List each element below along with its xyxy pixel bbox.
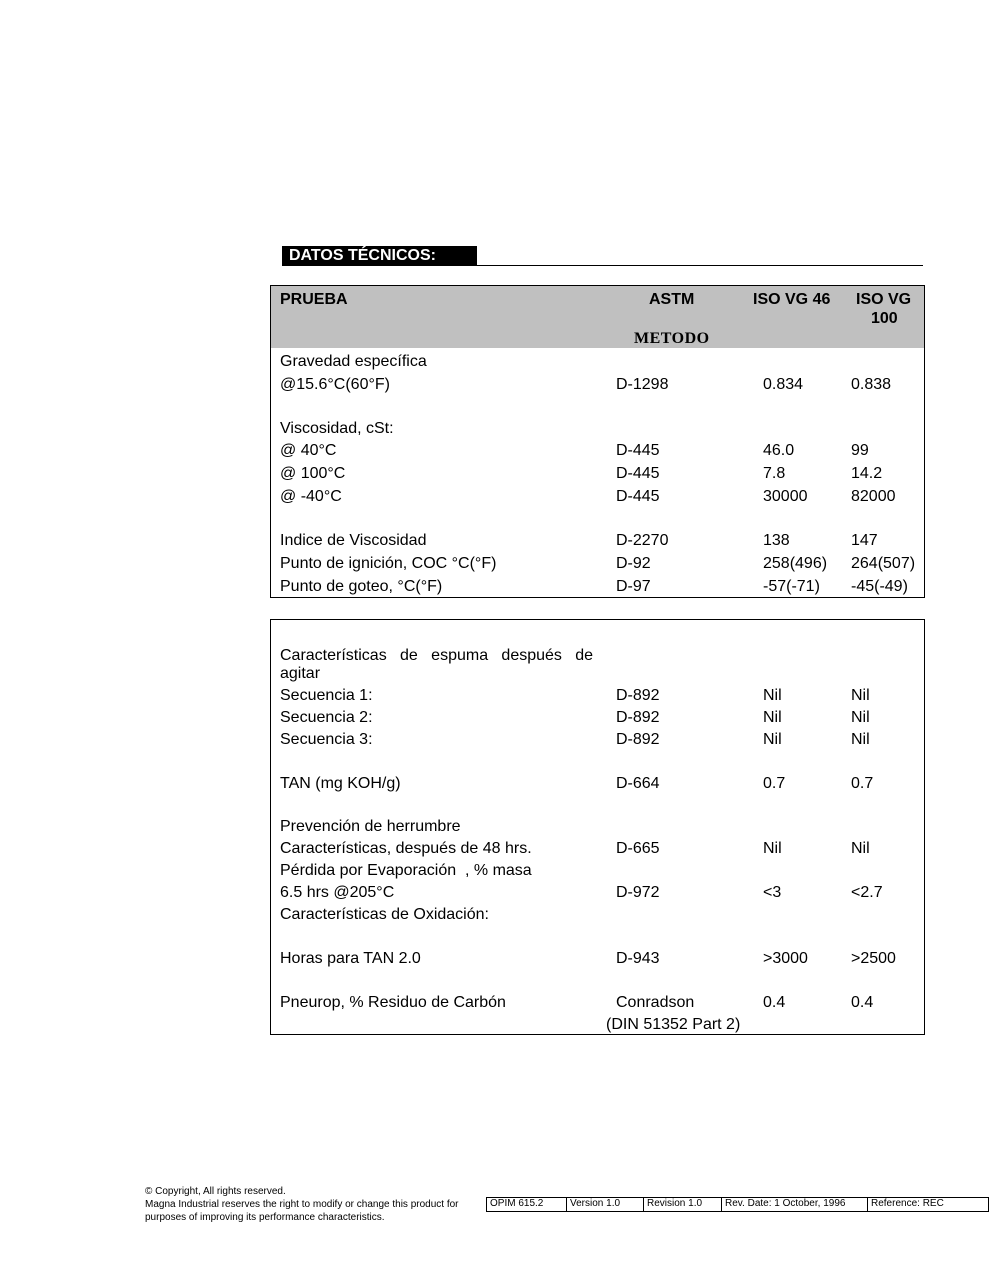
row-label: 6.5 hrs @205°C: [280, 884, 395, 901]
row-method: D-664: [616, 775, 660, 792]
row-label: Secuencia 1:: [280, 687, 373, 704]
row-value-iso100: -45(-49): [851, 578, 908, 595]
row-method: D-892: [616, 731, 660, 748]
row-value-iso46: 258(496): [763, 555, 828, 572]
row-label: Secuencia 2:: [280, 709, 373, 726]
rev-date-cell: Rev. Date: 1 October, 1996: [722, 1198, 868, 1211]
row-value-iso46: >3000: [763, 950, 808, 967]
row-label: @ 40°C: [280, 442, 337, 459]
header-astm: ASTM: [649, 291, 695, 308]
row-value-iso46: 0.4: [763, 994, 786, 1011]
row-value-iso100: 0.838: [851, 376, 892, 393]
row-method: D-445: [616, 465, 660, 482]
section-title-rule: [282, 265, 923, 266]
row-value-iso46: Nil: [763, 687, 782, 704]
header-iso-vg-100-line2: 100: [871, 310, 898, 327]
row-value-iso100: Nil: [851, 687, 870, 704]
row-method: D-972: [616, 884, 660, 901]
row-label: Pérdida por Evaporación , % masa: [280, 862, 532, 879]
row-method: D-665: [616, 840, 660, 857]
row-label: Gravedad específica: [280, 353, 427, 370]
table-header: [271, 286, 924, 348]
row-method: D-943: [616, 950, 660, 967]
row-value-iso100: 0.4: [851, 994, 874, 1011]
row-value-iso100: Nil: [851, 709, 870, 726]
row-value-iso100: Nil: [851, 840, 870, 857]
method-note: (DIN 51352 Part 2): [606, 1016, 741, 1033]
revision-cell: Revision 1.0: [644, 1198, 722, 1211]
section-title: DATOS TÉCNICOS:: [282, 246, 477, 265]
row-value-iso100: >2500: [851, 950, 896, 967]
tech-data-table-continued: [270, 619, 925, 1035]
copyright-notice: © Copyright, All rights reserved.: [145, 1186, 286, 1197]
row-value-iso46: 0.7: [763, 775, 786, 792]
row-method: D-1298: [616, 376, 669, 393]
row-value-iso100: 82000: [851, 488, 896, 505]
row-value-iso100: 99: [851, 442, 869, 459]
header-iso-vg-46: ISO VG 46: [753, 291, 831, 308]
row-value-iso46: 138: [763, 532, 790, 549]
header-metodo: METODO: [634, 330, 710, 347]
row-value-iso100: <2.7: [851, 884, 883, 901]
modification-notice-line2: purposes of improving its performance characteristics.: [145, 1212, 385, 1223]
document-reference-table: [486, 1197, 989, 1212]
row-label: @15.6°C(60°F): [280, 376, 390, 393]
doc-id-cell: OPIM 615.2: [487, 1198, 567, 1211]
row-method: D-2270: [616, 532, 669, 549]
row-label: Viscosidad, cSt:: [280, 420, 394, 437]
reference-cell: Reference: REC: [868, 1198, 989, 1211]
row-value-iso46: 0.834: [763, 376, 804, 393]
row-method: D-92: [616, 555, 651, 572]
row-label: Pneurop, % Residuo de Carbón: [280, 994, 506, 1011]
row-value-iso46: Nil: [763, 709, 782, 726]
row-value-iso100: 14.2: [851, 465, 883, 482]
row-label: @ 100°C: [280, 465, 346, 482]
header-iso-vg-100: ISO VG: [856, 291, 912, 308]
row-label: Características de Oxidación:: [280, 906, 489, 923]
row-label: @ -40°C: [280, 488, 342, 505]
row-value-iso46: Nil: [763, 731, 782, 748]
row-value-iso46: -57(-71): [763, 578, 820, 595]
row-method: D-445: [616, 488, 660, 505]
row-label: agitar: [280, 665, 321, 682]
row-label: Características de espuma después de: [280, 647, 594, 664]
row-method: D-892: [616, 687, 660, 704]
row-method: Conradson: [616, 994, 695, 1011]
row-method: D-97: [616, 578, 651, 595]
row-value-iso46: Nil: [763, 840, 782, 857]
row-value-iso100: 264(507): [851, 555, 916, 572]
row-label: Punto de goteo, °C(°F): [280, 578, 443, 595]
row-label: Secuencia 3:: [280, 731, 373, 748]
row-value-iso46: <3: [763, 884, 782, 901]
row-label: TAN (mg KOH/g): [280, 775, 401, 792]
row-label: Horas para TAN 2.0: [280, 950, 421, 967]
row-label: Punto de ignición, COC °C(°F): [280, 555, 497, 572]
modification-notice: Magna Industrial reserves the right to modify or change this product for: [145, 1199, 459, 1210]
row-label: Prevención de herrumbre: [280, 818, 461, 835]
row-value-iso46: 30000: [763, 488, 808, 505]
row-value-iso100: Nil: [851, 731, 870, 748]
row-method: D-445: [616, 442, 660, 459]
row-label: Indice de Viscosidad: [280, 532, 427, 549]
row-label: Características, después de 48 hrs.: [280, 840, 532, 857]
header-prueba: PRUEBA: [280, 291, 348, 308]
row-value-iso100: 147: [851, 532, 878, 549]
row-value-iso100: 0.7: [851, 775, 874, 792]
version-cell: Version 1.0: [567, 1198, 644, 1211]
row-value-iso46: 46.0: [763, 442, 795, 459]
row-method: D-892: [616, 709, 660, 726]
row-value-iso46: 7.8: [763, 465, 786, 482]
tech-data-table: [270, 285, 925, 598]
